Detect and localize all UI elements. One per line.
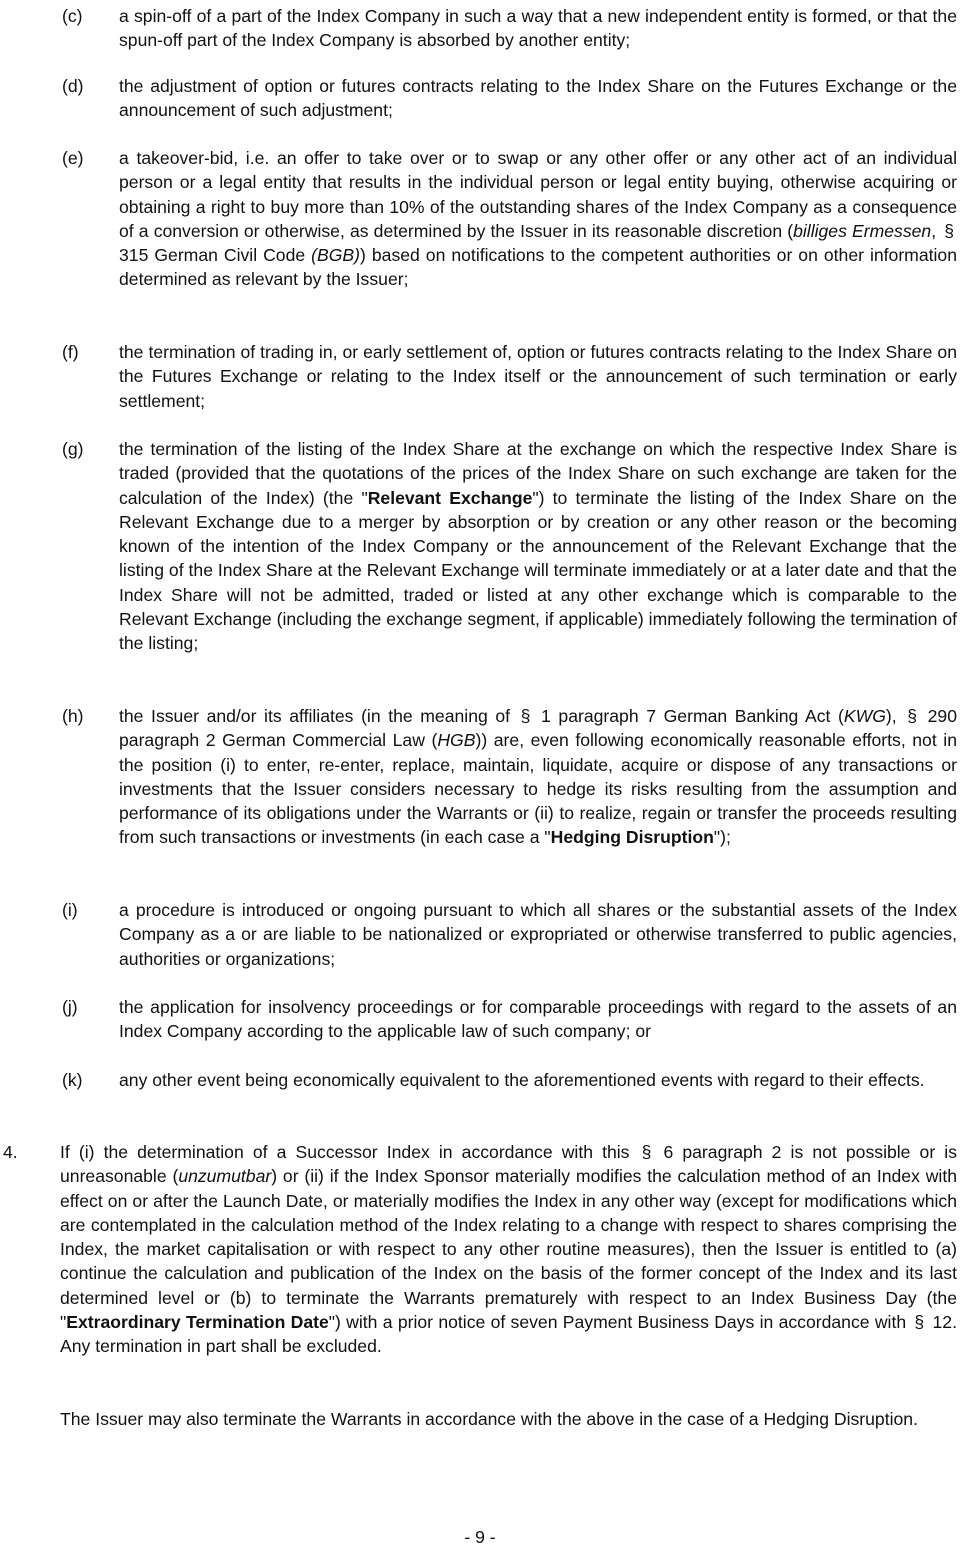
text-run: ) or (ii) if the Index Sponsor materially modifies the calculation method of an Index with effect on or after the Launch Date, or materially modifies the Index in any other way (except for modifications which are contemplated in the calculation method of the Index relating to a change with respect to shares comprising the Index, the market capitalisation or with respect to any other routine measures), then the Issuer is entitled to (a) continue the calculation and publication of the Index on the basis of the former concept of the Index and its last determined level or (b) to terminate the Warrants prematurely with respect to an Index Business Day (the " <box>60 1166 957 1333</box>
italic-term: unzumutbar <box>178 1166 272 1187</box>
text-run: any other event being economically equivalent to the aforementioned events with regard to their effects. <box>119 1070 925 1090</box>
item-text <box>119 995 957 1044</box>
item-text <box>119 437 957 656</box>
item-text <box>119 1068 957 1092</box>
text-run: If (i) the determination of a Successor Index in accordance with this <box>60 1142 639 1162</box>
item-label: (i) <box>62 900 78 920</box>
section-sign: § <box>944 220 955 241</box>
defined-term: Extraordinary Termination Date <box>66 1312 329 1333</box>
defined-term: Hedging Disruption <box>550 827 714 848</box>
section-sign: § <box>907 706 918 726</box>
text-run: ) based on notifications to the competent authorities or on other information determined as relevant by the Issuer; <box>119 245 957 290</box>
text-run: , <box>931 220 942 241</box>
item-label: (h) <box>62 706 84 726</box>
item-text <box>119 146 957 292</box>
text-run: ), <box>885 706 905 726</box>
text-run: 6 paragraph 2 is not possible or is unreasonable ( <box>60 1142 957 1187</box>
item-label: (g) <box>62 439 84 459</box>
text-run: a takeover-bid, i.e. an offer to take over or to swap or any other offer or any other act of an individual person or a legal entity that results in the individual person or legal entity buying, otherwise acquiring or obtaining a right to buy more than 10% of the outstanding shares of the Index Company as a consequence of a conversion or otherwise, as determined by the Issuer in its reasonable discretion ( <box>119 148 957 241</box>
text-run: the termination of trading in, or early settlement of, option or futures contracts relating to the Index Share on the Futures Exchange or relating to the Index itself or the announcement of such termination or early settlement; <box>119 342 957 411</box>
text-run: the Issuer and/or its affiliates (in the meaning of <box>119 706 518 726</box>
text-run: a procedure is introduced or ongoing pursuant to which all shares or the substantial assets of the Index Company as a or are liable to be nationalized or expropriated or otherwise transferred to public agencies, authorities or organizations; <box>119 900 957 969</box>
defined-term: Relevant Exchange <box>367 487 533 508</box>
text-run: 290 paragraph 2 German Commercial Law ( <box>119 706 957 751</box>
text-run: 315 German Civil Code <box>119 245 312 266</box>
item-text <box>119 340 957 413</box>
text-run: 1 paragraph 7 German Banking Act ( <box>533 706 844 726</box>
item-text <box>119 704 957 850</box>
item-label: (e) <box>62 148 84 168</box>
text-run: the adjustment of option or futures contracts relating to the Index Share on the Futures Exchange or the announcement of such adjustment; <box>119 76 957 121</box>
item-label: (k) <box>62 1070 83 1090</box>
section-sign: § <box>641 1142 652 1162</box>
text-run: )) are, even following economically reasonable efforts, not in the position (i) to enter, re-enter, replace, maintain, liquidate, acquire or dispose of any transactions or investments that the Issuer considers necessary to hedge its risks resulting from the assumption and performance of its obligations under the Warrants or (ii) to realize, regain or transfer the proceeds resulting from such transactions or investments (in each case a " <box>119 730 957 848</box>
item-text <box>119 74 957 123</box>
text-run: ") with a prior notice of seven Payment Business Days in accordance with <box>328 1312 912 1333</box>
item-label: (d) <box>62 76 84 96</box>
section-number: 4. <box>3 1142 18 1162</box>
text-run: a spin-off of a part of the Index Company in such a way that a new independent entity is formed, or that the spun-off part of the Index Company is absorbed by another entity; <box>119 6 957 51</box>
text-run: 12. Any termination in part shall be excluded. <box>60 1312 957 1357</box>
italic-term: billiges Ermessen <box>793 220 932 241</box>
closing-text: The Issuer may also terminate the Warrants in accordance with the above in the case of a Hedging Disruption. <box>60 1409 918 1429</box>
section-sign: § <box>520 706 531 726</box>
italic-term: (BGB) <box>311 245 361 266</box>
text-run: the termination of the listing of the Index Share at the exchange on which the respective Index Share is traded (provided that the quotations of the prices of the Index Share on such exchange are taken for the calculation of the Index) (the " <box>119 439 957 508</box>
item-text <box>119 4 957 53</box>
item-label: (j) <box>62 997 78 1017</box>
section-4-text <box>60 1140 957 1359</box>
italic-term: KWG <box>843 706 886 726</box>
text-run: "); <box>713 827 731 848</box>
italic-term: HGB <box>437 730 476 751</box>
item-text <box>119 898 957 971</box>
text-run: ") to terminate the listing of the Index Share on the Relevant Exchange due to a merger by absorption or by creation or any other reason or the becoming known of the intention of the Index Company or the announcement of the Relevant Exchange that the listing of the Index Share at the Relevant Exchange will terminate immediately or at a later date and that the Index Share will not be admitted, traded or listed at any other exchange which is comparable to the Relevant Exchange (including the exchange segment, if applicable) immediately following the termination of the listing; <box>119 487 957 654</box>
item-label: (f) <box>62 342 79 362</box>
item-label: (c) <box>62 6 83 26</box>
text-run: the application for insolvency proceedings or for comparable proceedings with regard to the assets of an Index Company according to the applicable law of such company; or <box>119 997 957 1042</box>
page-number: - 9 - <box>464 1527 496 1547</box>
section-sign: § <box>914 1312 925 1333</box>
